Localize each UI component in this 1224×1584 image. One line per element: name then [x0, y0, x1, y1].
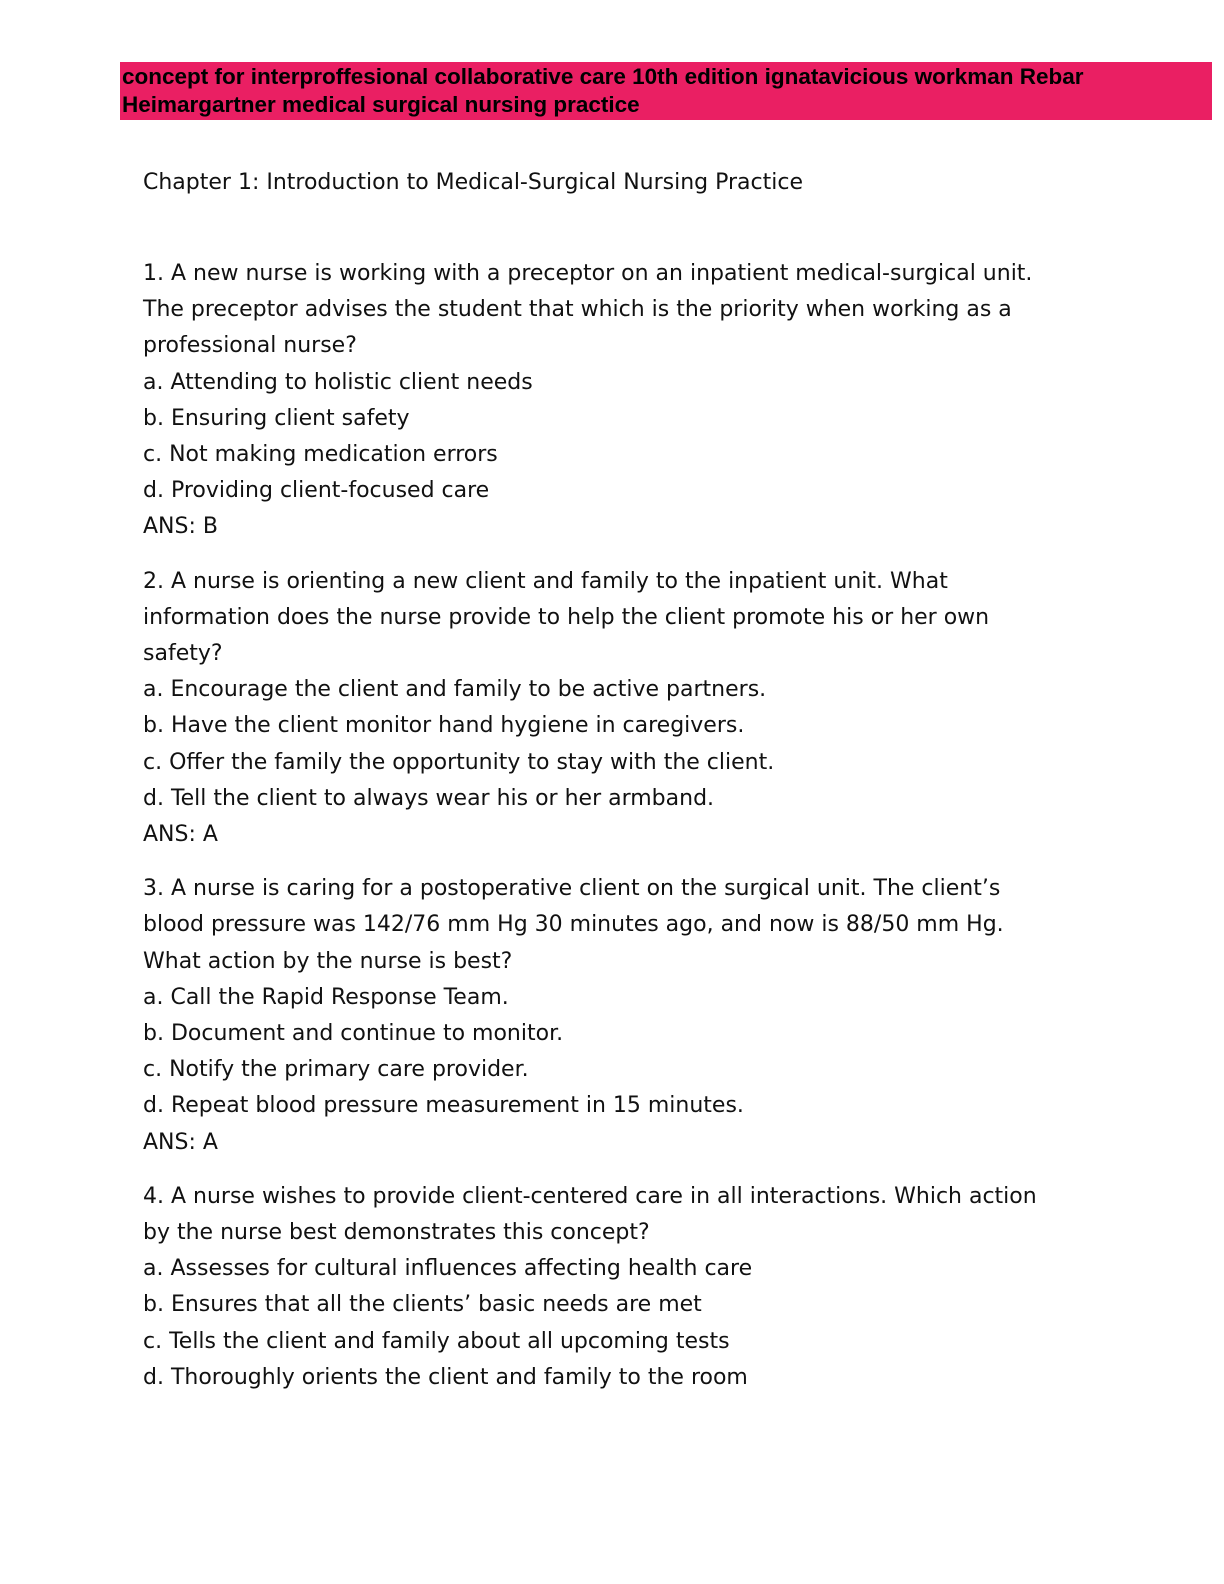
answer-option-a: a. Call the Rapid Response Team.: [143, 984, 509, 1010]
answer-key: ANS: B: [143, 514, 218, 540]
question-stem-line: safety?: [143, 641, 223, 667]
question-4: [143, 1179, 1143, 1396]
answer-option-b: b. Ensuring client safety: [143, 405, 410, 431]
question-stem-line: 2. A nurse is orienting a new client and family to the inpatient unit. What: [143, 568, 948, 594]
answer-key: ANS: A: [143, 1129, 218, 1155]
question-2: [143, 564, 1143, 854]
question-3: [143, 871, 1143, 1161]
banner-title-line-1: concept for interproffesional collaborative care 10th edition ignatavicious workman Rebar: [122, 64, 1084, 89]
answer-option-d: d. Providing client-focused care: [143, 478, 490, 504]
answer-key: ANS: A: [143, 822, 218, 848]
banner-title-line-2: Heimargartner medical surgical nursing practice: [122, 92, 640, 117]
question-stem-line: blood pressure was 142/76 mm Hg 30 minutes ago, and now is 88/50 mm Hg.: [143, 912, 1004, 938]
question-stem-line: What action by the nurse is best?: [143, 948, 513, 974]
answer-option-c: c. Offer the family the opportunity to stay with the client.: [143, 749, 775, 775]
answer-option-d: d. Tell the client to always wear his or her armband.: [143, 785, 715, 811]
answer-option-c: c. Notify the primary care provider.: [143, 1057, 529, 1083]
question-stem-line: The preceptor advises the student that which is the priority when working as a: [143, 297, 1012, 323]
question-stem-line: professional nurse?: [143, 333, 357, 359]
question-stem-line: 1. A new nurse is working with a preceptor on an inpatient medical-surgical unit.: [143, 261, 1033, 286]
question-1: [143, 256, 1143, 546]
question-stem-line: information does the nurse provide to help the client promote his or her own: [143, 604, 990, 630]
answer-option-b: b. Have the client monitor hand hygiene in caregivers.: [143, 713, 745, 739]
answer-option-a: a. Attending to holistic client needs: [143, 369, 533, 395]
answer-option-a: a. Assesses for cultural influences affecting health care: [143, 1256, 753, 1282]
document-body: [143, 166, 1143, 1414]
chapter-title: Chapter 1: Introduction to Medical-Surgical Nursing Practice: [143, 170, 803, 195]
question-stem-line: 3. A nurse is caring for a postoperative client on the surgical unit. The client’s: [143, 876, 1001, 902]
answer-option-a: a. Encourage the client and family to be active partners.: [143, 677, 767, 703]
question-stem-line: by the nurse best demonstrates this concept?: [143, 1220, 650, 1246]
answer-option-d: d. Repeat blood pressure measurement in 15 minutes.: [143, 1093, 744, 1119]
question-stem-line: 4. A nurse wishes to provide client-centered care in all interactions. Which action: [143, 1183, 1037, 1209]
answer-option-c: c. Tells the client and family about all upcoming tests: [143, 1328, 730, 1354]
answer-option-b: b. Document and continue to monitor.: [143, 1021, 564, 1047]
answer-option-b: b. Ensures that all the clients’ basic needs are met: [143, 1292, 702, 1318]
answer-option-c: c. Not making medication errors: [143, 442, 498, 468]
title-banner: [120, 62, 1212, 120]
answer-option-d: d. Thoroughly orients the client and family to the room: [143, 1364, 748, 1390]
